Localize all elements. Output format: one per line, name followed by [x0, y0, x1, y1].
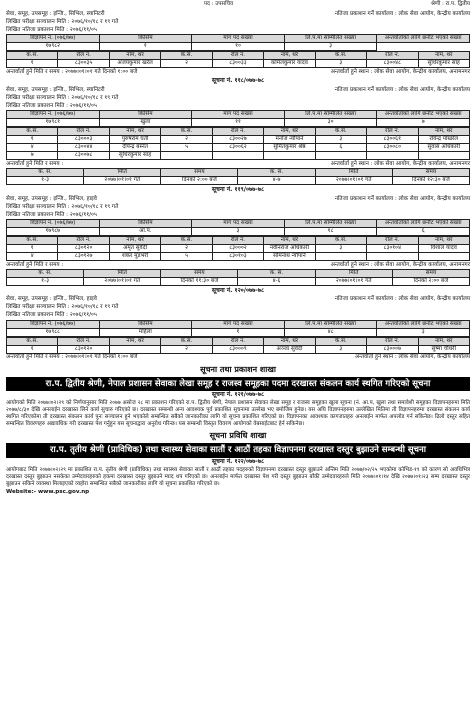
- interview-row: [6, 160, 470, 168]
- candidate-cell: ३: [315, 135, 366, 143]
- candidate-cell: [418, 252, 470, 260]
- notice-blocks: [6, 10, 470, 362]
- candidate-header-cell: नाम, थर: [109, 236, 160, 244]
- top-right: श्रेणी : रा.प. द्वितीय: [430, 0, 470, 7]
- candidate-header-cell: क.सं.: [315, 52, 366, 60]
- vacancy-header-cell: लि.प.मा सम्मिलित संख्या: [284, 219, 377, 227]
- candidate-header-cell: क.सं.: [7, 337, 58, 345]
- result-date: लिखित नतिजा प्रकाशन मिति : २०७६/११/०५: [6, 102, 97, 109]
- candidate-cell: २: [161, 244, 212, 252]
- candidate-table: [6, 236, 470, 261]
- candidate-cell: ८३००२७: [212, 135, 263, 143]
- vacancy-table: [6, 34, 470, 51]
- candidate-cell: सोमनाथ न्यौपाने: [264, 252, 315, 260]
- schedule-cell: दिनको २:०० बजे: [392, 277, 469, 285]
- written-exam-date: लिखित परीक्षा सञ्चालन मिति : २०७६/१०/१८ र १९ गते: [6, 304, 119, 311]
- service-group: सेवा, समूह, उपसमूह : इन्जि., सिभिल, हाइवे: [6, 296, 97, 303]
- vacancy-table: [6, 110, 470, 127]
- vacancy-cell: १७९८२: [7, 43, 100, 51]
- candidate-cell: ८३०००२: [212, 244, 263, 252]
- candidate-header-cell: रोल नं.: [212, 52, 263, 60]
- block-meta-row: [6, 86, 470, 94]
- schedule-cell: १-३: [7, 176, 84, 184]
- candidate-cell: ३: [315, 345, 366, 353]
- candidate-cell: मनोज न्यौपाने: [264, 135, 315, 143]
- candidate-cell: ८३०००९: [212, 345, 263, 353]
- candidate-cell: सुमितकुमार श्रेष्ठ: [264, 143, 315, 151]
- candidate-cell: [418, 151, 470, 159]
- notice-block: [6, 10, 470, 76]
- service-group: सेवा, समूह, उपसमूह : इन्जि., सिभिल, हाइवे: [6, 195, 97, 202]
- candidate-header-cell: रोल नं.: [212, 127, 263, 135]
- vacancy-header-cell: लि.प.मा सम्मिलित संख्या: [284, 110, 377, 118]
- vacancy-cell: १८: [284, 227, 377, 235]
- candidate-cell: नवीनराज अधिकारी: [264, 244, 315, 252]
- vacancy-header-cell: विज्ञापन नं. (०७६/७७): [7, 35, 100, 43]
- candidate-header-cell: क.सं.: [161, 236, 212, 244]
- schedule-cell: दिनको ११:३० बजे: [161, 277, 238, 285]
- schedule-cell: दिनको २:०० बजे: [161, 176, 238, 184]
- vacancy-cell: खुला: [99, 118, 192, 126]
- candidate-header-cell: क.सं.: [7, 127, 58, 135]
- schedule-cell: दिनको १२:३० बजे: [392, 176, 469, 184]
- table-row: [7, 135, 470, 143]
- notice-number: सूचना नं. ११९/०७७-७८: [211, 185, 265, 193]
- candidate-cell: ३: [315, 244, 366, 252]
- candidate-cell: ८३००३५: [58, 60, 109, 68]
- candidate-cell: विशाल यादव: [418, 244, 470, 252]
- candidate-header-cell: नाम, थर: [109, 52, 160, 60]
- candidate-cell: सुष्मा चौधरी: [418, 345, 470, 353]
- interview-time: अन्तर्वार्ता हुने मिति र समय : २०७७।०१।०१ गते दिनको १:०० बजे: [6, 354, 138, 361]
- vacancy-header-cell: विज्ञापन नं. (०७६/७७): [7, 320, 100, 328]
- candidate-cell: ८३००८०: [367, 143, 418, 151]
- candidate-header-cell: रोल नं.: [58, 236, 109, 244]
- interview-place: अन्तर्वार्ता हुने स्थान : लोक सेवा आयोग, केन्द्रीय कार्यालय, अनामनगर: [330, 160, 470, 167]
- vacancy-cell: १: [99, 43, 192, 51]
- notice-paragraph-account: आयोगको मिति २०७७।०२।२९ को निर्णयानुसार मिति २०७७ असोज २८ मा प्रकाशन गरिएको रा.प. द्वितीय श्रेणी, नेपाल प्रशासन सेवाका लेखा समूह र राजस्व समूहका खुला सूचना (नं. आ.प, खुला तथा समावेशी समूहका विज्ञापनहरुमा मिति २०७७/८/३० देखि अनलाईन दरखास्त लिने कार्य सुचारु गरिएको छ। दरखास्त सम्बन्धी अन्य आवश्यक पूर्व प्रकाशित सूचनामा उल्लेख भए बमोजिम हुनेछ। यस अघि विज्ञापनहरुमा उल्लेखित मितिमा ती विज्ञापनहरुमा दरखास्त संकलन कार्य स्थगित गरिएकोमा ती दरखास्त संकलन कार्य पुनः सञ्चालन हुने भएकोले सम्बन्धित सबैको जानकारीका लागि यो सूचना प्रकाशित गरिएको छ। विज्ञापनका आवश्यक कागजातहरु अनलाईन मार्फत अपलोड गर्न सकिनेछ। ढिलो दस्तुर सहित सम्बन्धित विवरणहरु अद्यावधिक गरी दरखास्त पेश गर्नुहुन यस सूचनाद्वारा अनुरोध गरिन्छ। यस सम्बन्धी विस्तृत विवरण आयोगको वेबसाईटबाट हेर्न सकिनेछ।: [6, 400, 470, 428]
- block-meta-row: [6, 195, 470, 203]
- candidate-header-cell: नाम, थर: [264, 52, 315, 60]
- interview-time: अन्तर्वार्ता हुने मिति र समय : २०७७।०१।०१ गते दिनको १:०० बजे: [6, 68, 138, 75]
- notice-block: [6, 187, 470, 286]
- written-exam-date: लिखित परीक्षा सञ्चालन मिति : २०७६/१०/१८ र १९ गते: [6, 203, 119, 210]
- candidate-cell: [264, 151, 315, 159]
- candidate-cell: १: [7, 60, 58, 68]
- schedule-header-cell: मिति: [315, 168, 392, 176]
- vacancy-cell: ११: [192, 118, 285, 126]
- vacancy-table: [6, 219, 470, 236]
- candidate-cell: सुवास अधिकारी: [418, 143, 470, 151]
- candidate-header-cell: क.सं.: [161, 52, 212, 60]
- vacancy-header-cell: लि.प.मा सम्मिलित संख्या: [284, 35, 377, 43]
- candidate-header-cell: क.सं.: [7, 236, 58, 244]
- notice-paragraph-fee: आयोगबाट मिति २०७७।०२।२९ मा प्रकाशित रा.प. तृतीय श्रेणी (प्राविधिक) तथा स्वास्थ्य सेवाका सातौं र आठौं तहका पदहरुको विज्ञापनमा दरखास्त दस्तुर बुझाउने अन्तिम मिति २०७७/०२/२५ भएकोमा कोभिड-१९ को कारण सो अवधिभित्र दरखास्त दस्तुर बुझाउन नसकेका उम्मेदवारहरुको हकमा दरखास्त दस्तुर बुझाउने म्याद थप गरिएको छ। अनलाईन मार्फत दरखास्त पेश गरी दस्तुर बुझाउन बाँकी उम्मेदवारहरुले मिति २०७७।०१।१४ देखि २०७७।०१।२३ सम्म दरखास्त दस्तुर बुझाउन सकिने व्यवस्था मिलाइएको व्यहोरा सम्बन्धित सबैको जानकारीका लागि यो सूचना प्रकाशित गरिएको छ।: [6, 466, 470, 487]
- vacancy-header-cell: विज्ञापन नं. (०७६/७७): [7, 219, 100, 227]
- candidate-cell: अमृत सुवेदी: [109, 244, 160, 252]
- table-row: [7, 143, 470, 151]
- candidate-cell: ८३००४८: [367, 60, 418, 68]
- schedule-header-cell: समय: [392, 269, 469, 277]
- schedule-header-cell: क. सं.: [238, 269, 315, 277]
- interview-row: [6, 354, 470, 362]
- vacancy-cell: ३०: [284, 118, 377, 126]
- vacancy-header-cell: विज्ञापन नं. (०७६/७७): [7, 110, 100, 118]
- candidate-cell: ८३००३३: [212, 60, 263, 68]
- candidate-table: [6, 127, 470, 160]
- vacancy-header-cell: अन्तर्वार्ताको लागि छनौट भएको संख्या: [377, 35, 470, 43]
- vacancy-cell: ३: [284, 43, 377, 51]
- result-office: नतिजा प्रकाशन गर्ने कार्यालय : लोक सेवा आयोग, केन्द्रीय कार्यालय: [334, 195, 470, 202]
- candidate-cell: सुधिरकुमार साह: [109, 151, 160, 159]
- table-row: [7, 176, 470, 184]
- candidate-cell: दीपेन्द्र बस्नेत: [109, 143, 160, 151]
- result-date: लिखित नतिजा प्रकाशन मिति : २०७६/११/०५: [6, 211, 97, 218]
- candidate-cell: [161, 151, 212, 159]
- result-office: नतिजा प्रकाशन गर्ने कार्यालय : लोक सेवा आयोग, केन्द्रीय कार्यालय: [334, 296, 470, 303]
- candidate-header-cell: क.सं.: [7, 52, 58, 60]
- candidate-header-cell: रोल नं.: [367, 52, 418, 60]
- vacancy-header-cell: किसिम: [99, 110, 192, 118]
- vacancy-cell: १: [192, 328, 285, 336]
- top-mid: पद : उपसचिव: [203, 0, 234, 7]
- candidate-cell: १: [7, 135, 58, 143]
- candidate-cell: ४: [7, 143, 58, 151]
- candidate-cell: अञ्जा सुवेदी: [264, 345, 315, 353]
- candidate-cell: १: [7, 244, 58, 252]
- vacancy-header-cell: अन्तर्वार्ताको लागि छनौट भएको संख्या: [377, 320, 470, 328]
- candidate-table: [6, 51, 470, 68]
- candidate-table: [6, 337, 470, 354]
- candidate-header-cell: क.सं.: [315, 127, 366, 135]
- vacancy-table: [6, 320, 470, 337]
- candidate-header-cell: नाम, थर: [264, 127, 315, 135]
- candidate-cell: ८३००६१: [367, 135, 418, 143]
- table-row: [7, 151, 470, 159]
- schedule-cell: ४-६: [238, 277, 315, 285]
- vacancy-header-cell: किसिम: [99, 320, 192, 328]
- result-office: नतिजा प्रकाशन गर्ने कार्यालय : लोक सेवा आयोग, केन्द्रीय कार्यालय: [334, 86, 470, 93]
- candidate-cell: [212, 151, 263, 159]
- vacancy-header-cell: माग पद संख्या: [192, 320, 285, 328]
- candidate-header-cell: रोल नं.: [212, 236, 263, 244]
- vacancy-cell: ४८: [284, 328, 377, 336]
- candidate-cell: ८३०००३: [58, 135, 109, 143]
- candidate-cell: ५: [161, 252, 212, 260]
- written-exam-date: लिखित परीक्षा सञ्चालन मिति : २०७६/१०/१८ र १९ गते: [6, 18, 119, 25]
- vacancy-header-cell: माग पद संख्या: [192, 219, 285, 227]
- branch-title-info: सूचना तथा प्रकाशन शाखा: [200, 364, 276, 374]
- candidate-cell: २: [161, 345, 212, 353]
- schedule-header-cell: मिति: [84, 269, 161, 277]
- schedule-header-cell: समय: [392, 168, 469, 176]
- candidate-header-cell: रोल नं.: [212, 337, 263, 345]
- candidate-cell: [315, 252, 366, 260]
- schedule-header-cell: क. सं.: [7, 269, 84, 277]
- vacancy-header-cell: माग पद संख्या: [192, 110, 285, 118]
- notice-header-account: रा.प. द्वितीय श्रेणी, नेपाल प्रशासन सेवाका लेखा समूह र राजस्व समूहका पदमा दरखास्त संकलन कार्य स्थगित गरिएको सूचना: [6, 377, 470, 392]
- candidate-cell: अजयकुमार खरेल: [109, 60, 160, 68]
- vacancy-header-cell: किसिम: [99, 219, 192, 227]
- candidate-cell: [109, 345, 160, 353]
- candidate-header-cell: नाम, थर: [109, 127, 160, 135]
- candidate-header-cell: नाम, थर: [418, 52, 470, 60]
- interview-place: अन्तर्वार्ता हुने स्थान : लोक सेवा आयोग, केन्द्रीय कार्यालय, अनामनगर: [330, 261, 470, 268]
- candidate-header-cell: नाम, थर: [109, 337, 160, 345]
- schedule-table: [6, 269, 470, 286]
- candidate-cell: ८३००६२: [212, 143, 263, 151]
- branch-title-it: सूचना प्रविधि शाखा: [209, 431, 267, 440]
- schedule-header-cell: समय: [161, 269, 238, 277]
- candidate-cell: शंकर मुडभरी: [109, 252, 160, 260]
- notice-number: सूचना नं. १२०/०७७-७८: [211, 286, 265, 294]
- candidate-header-cell: क.सं.: [161, 337, 212, 345]
- schedule-cell: २०७७।०१।०१ गते: [84, 176, 161, 184]
- candidate-header-cell: नाम, थर: [418, 236, 470, 244]
- table-row: [7, 345, 470, 353]
- schedule-cell: २०७७।०१।०१ गते: [84, 277, 161, 285]
- candidate-cell: २: [161, 60, 212, 68]
- written-exam-date: लिखित परीक्षा सञ्चालन मिति : २०७६/१०/१८ र १९ गते: [6, 94, 119, 101]
- schedule-cell: १-३: [7, 277, 84, 285]
- candidate-header-cell: रोल नं.: [367, 127, 418, 135]
- candidate-header-cell: रोल नं.: [58, 52, 109, 60]
- website-link[interactable]: Website:- www.psc.gov.np: [6, 489, 90, 496]
- candidate-cell: ८३०१२७: [58, 252, 109, 260]
- vacancy-header-cell: अन्तर्वार्ताको लागि छनौट भएको संख्या: [377, 110, 470, 118]
- candidate-cell: [367, 252, 418, 260]
- schedule-header-cell: क. सं.: [7, 168, 84, 176]
- notice-header-fee: रा.प. तृतीय श्रेणी (प्राविधिक) तथा स्वास्थ्य सेवाका सातौं र आठौं तहका विज्ञापनमा दरखास्त दस्तुर बुझाउने सम्बन्धी सूचना: [6, 443, 470, 458]
- notice-page: [6, 0, 470, 496]
- candidate-cell: ८३००७८: [58, 151, 109, 159]
- service-group: सेवा, समूह, उपसमूह : इन्जि., सिभिल, स्यानिटरी: [6, 10, 105, 17]
- vacancy-cell: १७९८१: [7, 118, 100, 126]
- vacancy-cell: आ.प.: [99, 227, 192, 235]
- notice-number-121: सूचना नं. १२१/०७७-७८: [211, 391, 265, 399]
- candidate-header-cell: नाम, थर: [418, 337, 470, 345]
- candidate-cell: २: [161, 135, 212, 143]
- candidate-cell: सुधिरकुमार साह: [418, 60, 470, 68]
- schedule-header-cell: मिति: [84, 168, 161, 176]
- candidate-header-cell: क.सं.: [315, 236, 366, 244]
- vacancy-header-cell: अन्तर्वार्ताको लागि छनौट भएको संख्या: [377, 219, 470, 227]
- interview-row: [6, 68, 470, 76]
- result-date: लिखित नतिजा प्रकाशन मिति : २०७६/११/०५: [6, 312, 97, 319]
- candidate-header-cell: रोल नं.: [367, 236, 418, 244]
- schedule-header-cell: मिति: [315, 269, 392, 277]
- vacancy-cell: ३: [377, 328, 470, 336]
- result-office: नतिजा प्रकाशन गर्ने कार्यालय : लोक सेवा आयोग, केन्द्रीय कार्यालय: [334, 10, 470, 17]
- interview-time: अन्तर्वार्ता हुने मिति र समय :: [6, 160, 64, 167]
- candidate-cell: ८३०१०३: [212, 252, 263, 260]
- vacancy-cell: ६: [377, 227, 470, 235]
- schedule-header-cell: समय: [161, 168, 238, 176]
- vacancy-cell: १०: [192, 43, 285, 51]
- candidate-cell: ७: [7, 151, 58, 159]
- notice-block: [6, 288, 470, 362]
- candidate-cell: ८३०१२०: [58, 244, 109, 252]
- table-row: [7, 252, 470, 260]
- table-row: [7, 60, 470, 68]
- candidate-cell: ६: [315, 143, 366, 151]
- vacancy-cell: महिला: [99, 328, 192, 336]
- interview-place: अन्तर्वार्ता हुने स्थान : लोक सेवा आयोग, केन्द्रीय कार्यालय: [354, 354, 470, 361]
- interview-row: [6, 261, 470, 269]
- candidate-cell: पुरुषराम घर्ती: [109, 135, 160, 143]
- block-meta-row: [6, 296, 470, 304]
- candidate-cell: ३: [315, 60, 366, 68]
- candidate-header-cell: नाम, थर: [264, 337, 315, 345]
- schedule-header-cell: क. सं.: [238, 168, 315, 176]
- candidate-cell: कमिलकुमार यादव: [264, 60, 315, 68]
- candidate-header-cell: रोल नं.: [367, 337, 418, 345]
- table-row: [7, 277, 470, 285]
- candidate-cell: ८३०१२०: [58, 345, 109, 353]
- vacancy-header-cell: माग पद संख्या: [192, 35, 285, 43]
- result-date: लिखित नतिजा प्रकाशन मिति : २०७६/११/०५: [6, 26, 97, 33]
- candidate-cell: ५: [161, 143, 212, 151]
- candidate-cell: ८३०००७: [367, 345, 418, 353]
- candidate-cell: [367, 151, 418, 159]
- candidate-cell: ८३०१०४: [367, 244, 418, 252]
- vacancy-cell: ३: [192, 227, 285, 235]
- candidate-header-cell: नाम, थर: [418, 127, 470, 135]
- vacancy-header-cell: लि.प.मा सम्मिलित संख्या: [284, 320, 377, 328]
- candidate-header-cell: क.सं.: [315, 337, 366, 345]
- vacancy-cell: ७: [377, 118, 470, 126]
- candidate-cell: ८३००४४: [58, 143, 109, 151]
- candidate-header-cell: नाम, थर: [264, 236, 315, 244]
- candidate-cell: ४: [7, 252, 58, 260]
- candidate-header-cell: क.सं.: [161, 127, 212, 135]
- candidate-cell: रविन्द्र पोखरेल: [418, 135, 470, 143]
- schedule-cell: ४-७: [238, 176, 315, 184]
- top-strip: [6, 0, 470, 8]
- schedule-cell: २०७७।०१।०१ गते: [315, 277, 392, 285]
- table-row: [7, 244, 470, 252]
- vacancy-cell: १७९८७: [7, 227, 100, 235]
- vacancy-cell: १७९८८: [7, 328, 100, 336]
- vacancy-header-cell: किसिम: [99, 35, 192, 43]
- schedule-cell: २०७७।०१।०१ गते: [315, 176, 392, 184]
- block-meta-row: [6, 10, 470, 18]
- interview-place: अन्तर्वार्ता हुने स्थान : लोक सेवा आयोग, केन्द्रीय कार्यालय, अनामनगर: [330, 68, 470, 75]
- candidate-header-cell: रोल नं.: [58, 337, 109, 345]
- interview-time: अन्तर्वार्ता हुने मिति र समय :: [6, 261, 64, 268]
- notice-number: सूचना नं. ११८/०७७-७८: [211, 77, 265, 84]
- notice-block: [6, 78, 470, 185]
- candidate-cell: [315, 151, 366, 159]
- candidate-header-cell: रोल नं.: [58, 127, 109, 135]
- candidate-cell: १: [7, 345, 58, 353]
- service-group: सेवा, समूह, उपसमूह : इन्जि., सिभिल, स्यानिटरी: [6, 86, 105, 93]
- schedule-table: [6, 168, 470, 185]
- notice-number-122: सूचना नं. १२२/०७७-७८: [211, 457, 265, 465]
